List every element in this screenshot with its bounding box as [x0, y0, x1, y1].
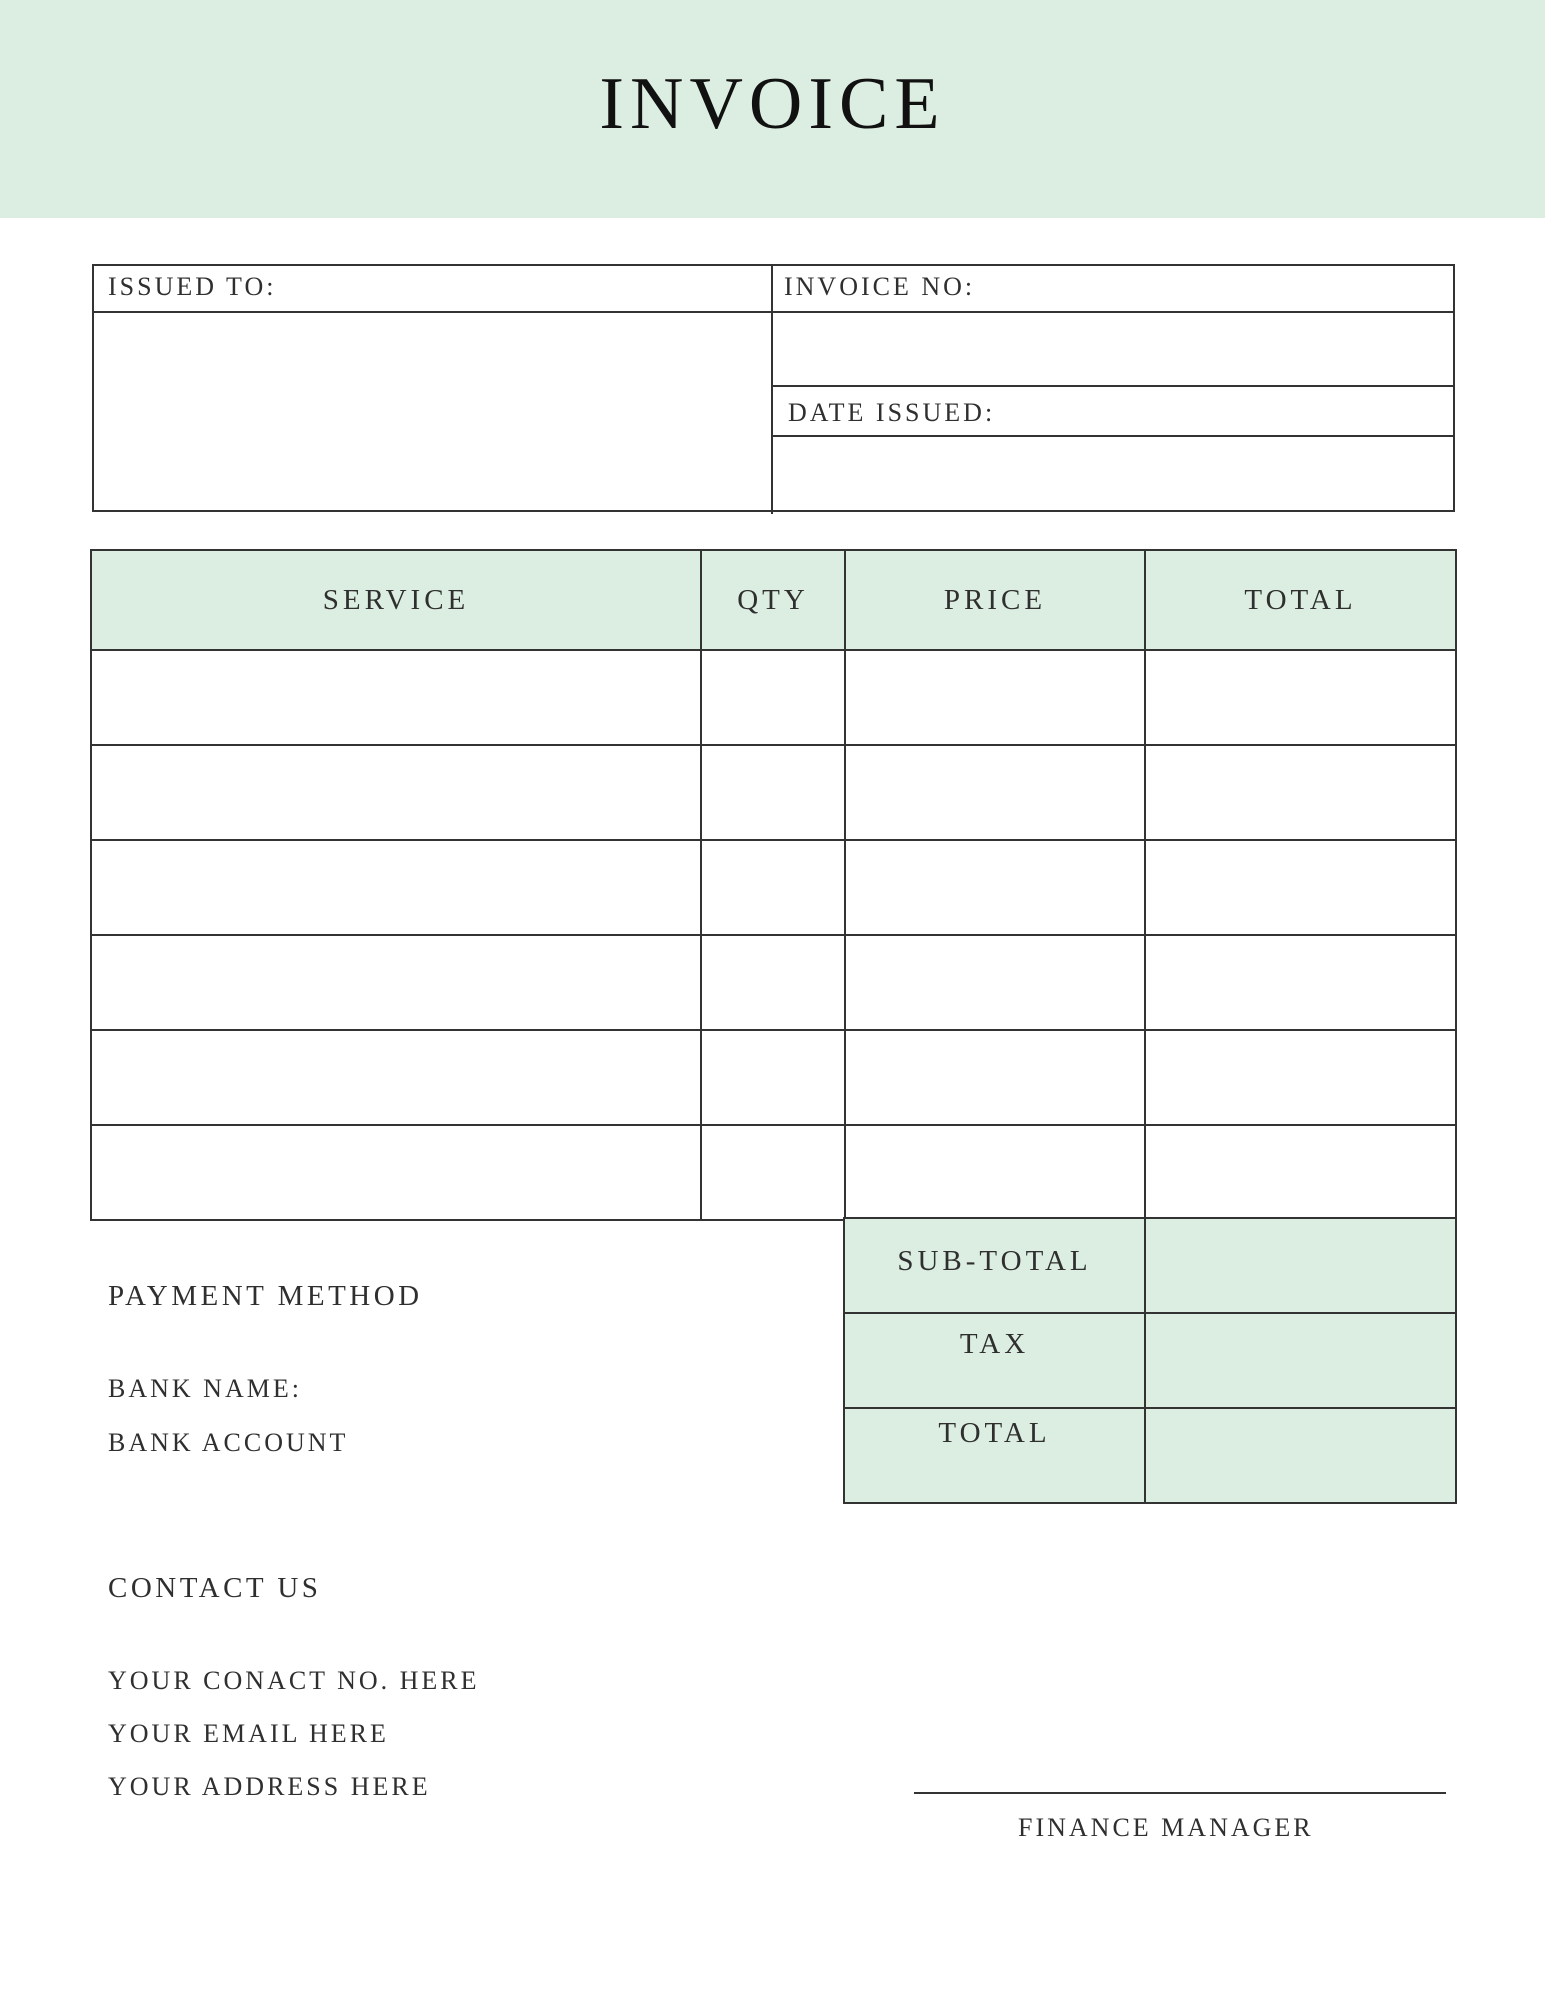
- bank-name-label: BANK NAME:: [108, 1374, 302, 1403]
- price-cell[interactable]: [845, 650, 1145, 745]
- service-cell[interactable]: [91, 1125, 701, 1220]
- price-cell[interactable]: [845, 935, 1145, 1030]
- price-cell[interactable]: [845, 745, 1145, 840]
- items-header-row: [91, 550, 1456, 650]
- column-header-qty: QTY: [701, 550, 845, 650]
- contact-phone: YOUR CONACT NO. HERE: [108, 1666, 480, 1695]
- column-header-total: TOTAL: [1145, 550, 1456, 650]
- qty-cell[interactable]: [701, 1125, 845, 1220]
- items-table: [90, 549, 1457, 1221]
- grand-total-label: TOTAL: [844, 1408, 1145, 1503]
- table-row: [91, 1125, 1456, 1220]
- bank-account-label: BANK ACCOUNT: [108, 1428, 349, 1457]
- signature-line[interactable]: [914, 1792, 1446, 1794]
- qty-cell[interactable]: [701, 650, 845, 745]
- issued-to-label: ISSUED TO:: [108, 272, 277, 301]
- total-row: [844, 1408, 1456, 1503]
- tax-row: [844, 1313, 1456, 1408]
- payment-method-heading: PAYMENT METHOD: [108, 1280, 423, 1312]
- contact-us-heading: CONTACT US: [108, 1572, 322, 1604]
- date-issued-field[interactable]: [773, 437, 1453, 512]
- qty-cell[interactable]: [701, 840, 845, 935]
- service-cell[interactable]: [91, 1030, 701, 1125]
- invoice-title: INVOICE: [599, 63, 946, 145]
- table-row: [91, 840, 1456, 935]
- service-cell[interactable]: [91, 745, 701, 840]
- invoice-no-label: INVOICE NO:: [784, 272, 976, 301]
- column-header-service: SERVICE: [91, 550, 701, 650]
- column-header-price: PRICE: [845, 550, 1145, 650]
- tax-value[interactable]: [1145, 1313, 1456, 1408]
- grand-total-value[interactable]: [1145, 1408, 1456, 1503]
- total-cell[interactable]: [1145, 935, 1456, 1030]
- finance-manager-label: FINANCE MANAGER: [1018, 1813, 1314, 1842]
- totals-table: [843, 1217, 1457, 1504]
- table-row: [91, 650, 1456, 745]
- info-box-divider-date-top: [771, 385, 1455, 387]
- total-cell[interactable]: [1145, 1125, 1456, 1220]
- table-row: [91, 745, 1456, 840]
- subtotal-row: [844, 1218, 1456, 1313]
- tax-label: TAX: [844, 1313, 1145, 1408]
- table-row: [91, 935, 1456, 1030]
- total-cell[interactable]: [1145, 840, 1456, 935]
- date-issued-label: DATE ISSUED:: [788, 398, 996, 427]
- service-cell[interactable]: [91, 650, 701, 745]
- price-cell[interactable]: [845, 1030, 1145, 1125]
- qty-cell[interactable]: [701, 745, 845, 840]
- qty-cell[interactable]: [701, 935, 845, 1030]
- subtotal-value[interactable]: [1145, 1218, 1456, 1313]
- total-cell[interactable]: [1145, 650, 1456, 745]
- total-cell[interactable]: [1145, 1030, 1456, 1125]
- price-cell[interactable]: [845, 840, 1145, 935]
- table-row: [91, 1030, 1456, 1125]
- contact-address: YOUR ADDRESS HERE: [108, 1772, 431, 1801]
- subtotal-label: SUB-TOTAL: [844, 1218, 1145, 1313]
- contact-email: YOUR EMAIL HERE: [108, 1719, 389, 1748]
- invoice-no-field[interactable]: [773, 313, 1453, 385]
- total-cell[interactable]: [1145, 745, 1456, 840]
- price-cell[interactable]: [845, 1125, 1145, 1220]
- qty-cell[interactable]: [701, 1030, 845, 1125]
- service-cell[interactable]: [91, 935, 701, 1030]
- service-cell[interactable]: [91, 840, 701, 935]
- issued-to-field[interactable]: [94, 313, 771, 512]
